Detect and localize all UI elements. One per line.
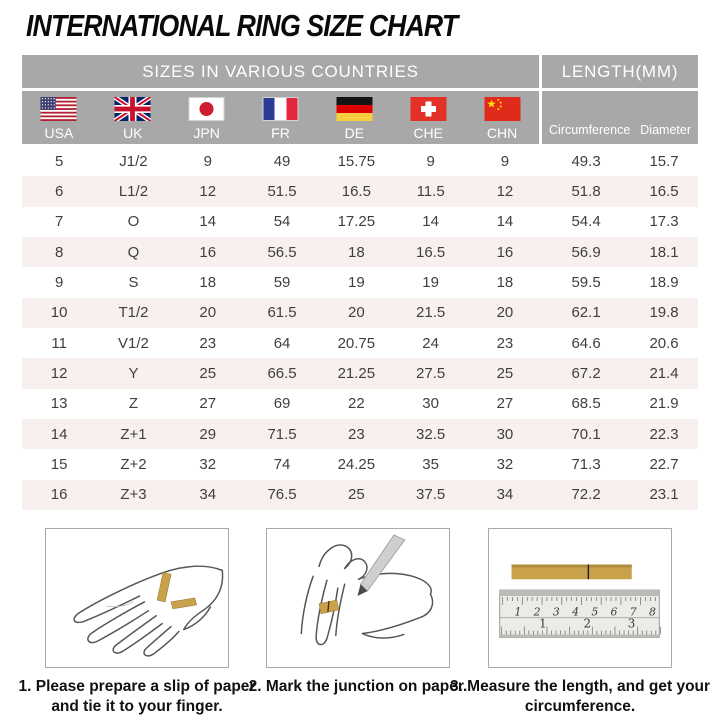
cell-de: 21.25 <box>337 364 376 382</box>
svg-text:6: 6 <box>610 605 618 619</box>
cell-circumference: 71.3 <box>571 455 601 473</box>
cell-circumference: 72.2 <box>571 486 601 504</box>
cell-de: 20.75 <box>337 334 376 352</box>
cell-diameter: 17.3 <box>649 213 679 231</box>
cell-che: 21.5 <box>416 304 446 322</box>
country-header-de <box>317 91 391 144</box>
cell-chn: 18 <box>496 273 514 291</box>
cell-uk: T1/2 <box>118 304 149 322</box>
cell-jpn: 18 <box>199 273 217 291</box>
cell-circumference: 49.3 <box>571 152 601 170</box>
country-label: JPN <box>193 125 220 141</box>
cell-jpn: 20 <box>199 304 217 322</box>
cell-circumference: 51.8 <box>571 182 601 200</box>
cell-che: 11.5 <box>416 182 445 200</box>
france-flag-icon <box>262 97 299 121</box>
svg-text:3: 3 <box>627 616 636 631</box>
uk-flag-icon <box>114 97 151 121</box>
cell-diameter: 18.1 <box>649 243 679 261</box>
china-flag-icon <box>484 97 521 121</box>
cell-diameter: 22.3 <box>649 425 679 443</box>
cell-chn: 20 <box>496 304 514 322</box>
cell-de: 23 <box>347 425 365 443</box>
cell-usa: 9 <box>54 273 64 291</box>
cell-diameter: 15.7 <box>649 152 679 170</box>
cell-jpn: 9 <box>203 152 212 170</box>
cell-che: 27.5 <box>416 364 446 382</box>
cell-de: 25 <box>347 486 365 504</box>
group-header-row <box>22 55 698 88</box>
diameter-header: Diameter <box>640 123 691 137</box>
cell-circumference: 70.1 <box>571 425 601 443</box>
cell-uk: Z <box>128 395 139 413</box>
svg-text:1: 1 <box>539 616 547 631</box>
cell-de: 17.25 <box>337 213 376 231</box>
germany-flag-icon <box>336 97 373 121</box>
table-row <box>22 176 698 206</box>
cell-circumference: 68.5 <box>571 395 601 413</box>
country-header-usa <box>22 91 96 144</box>
switzerland-flag-icon <box>410 97 447 121</box>
cell-che: 24 <box>422 334 439 352</box>
instruction-caption: 1. Please prepare a slip of paper and tie it to your finger. <box>18 678 256 716</box>
cell-fr: 49 <box>273 152 291 170</box>
country-flags-row <box>22 91 539 144</box>
cell-jpn: 29 <box>199 425 217 443</box>
cell-chn: 12 <box>496 182 514 200</box>
usa-flag-icon <box>40 97 77 121</box>
cell-fr: 64 <box>273 334 291 352</box>
cell-diameter: 21.4 <box>649 364 679 382</box>
cell-diameter: 22.7 <box>649 455 679 473</box>
cell-fr: 54 <box>273 213 291 231</box>
cell-usa: 5 <box>54 152 64 170</box>
cell-jpn: 27 <box>199 395 217 413</box>
cell-jpn: 23 <box>199 334 217 352</box>
table-row <box>22 207 698 237</box>
cell-de: 24.25 <box>337 455 376 473</box>
cell-usa: 16 <box>50 486 68 504</box>
cell-fr: 66.5 <box>267 364 297 382</box>
mark-junction-pen-illustration <box>266 528 450 668</box>
table-body <box>22 146 698 510</box>
cell-diameter: 23.1 <box>649 486 679 504</box>
cell-chn: 16 <box>496 243 514 261</box>
hand-with-paper-strip-illustration <box>45 528 229 668</box>
country-label: CHE <box>413 125 443 141</box>
page-title: INTERNATIONAL RING SIZE CHART <box>26 8 458 43</box>
cell-usa: 7 <box>54 213 64 231</box>
country-header-fr <box>244 91 318 144</box>
table-row <box>22 389 698 419</box>
cell-uk: Y <box>128 364 139 382</box>
cell-circumference: 56.9 <box>571 243 601 261</box>
cell-che: 30 <box>422 395 439 413</box>
country-label: UK <box>123 125 143 141</box>
japan-flag-icon <box>188 97 225 121</box>
cell-uk: Z+1 <box>120 425 147 443</box>
cell-che: 14 <box>422 213 439 231</box>
cell-de: 18 <box>347 243 365 261</box>
country-label: CHN <box>486 125 518 141</box>
cell-fr: 51.5 <box>267 182 297 200</box>
cell-usa: 14 <box>50 425 68 443</box>
cell-che: 9 <box>426 152 435 170</box>
cell-uk: S <box>128 273 139 291</box>
instruction-step-1 <box>18 528 256 718</box>
table-row <box>22 480 698 510</box>
cell-che: 19 <box>422 273 439 291</box>
sizes-group-header: SIZES IN VARIOUS COUNTRIES <box>22 55 539 88</box>
cell-uk: J1/2 <box>119 152 148 170</box>
cell-uk: O <box>127 213 140 231</box>
cell-che: 16.5 <box>416 243 446 261</box>
cell-fr: 74 <box>273 455 291 473</box>
cell-chn: 25 <box>496 364 514 382</box>
cell-diameter: 21.9 <box>649 395 679 413</box>
svg-text:2: 2 <box>533 605 541 619</box>
cell-diameter: 19.8 <box>649 304 679 322</box>
table-row <box>22 267 698 297</box>
svg-text:3: 3 <box>552 605 560 619</box>
table-row <box>22 237 698 267</box>
country-header-row <box>22 91 698 144</box>
cell-usa: 13 <box>50 395 68 413</box>
cell-usa: 12 <box>50 364 68 382</box>
table-row <box>22 449 698 479</box>
instruction-caption: 3. Measure the length, and get your circumference. <box>449 678 711 716</box>
cell-de: 19 <box>347 273 365 291</box>
cell-uk: L1/2 <box>118 182 149 200</box>
circumference-header: Circumference <box>549 123 631 137</box>
cell-che: 37.5 <box>416 486 446 504</box>
svg-text:4: 4 <box>572 605 580 619</box>
table-row <box>22 298 698 328</box>
length-subheaders <box>542 91 698 144</box>
svg-text:1: 1 <box>514 605 522 619</box>
country-header-uk <box>96 91 170 144</box>
cell-fr: 59 <box>273 273 291 291</box>
cell-usa: 10 <box>50 304 68 322</box>
country-header-jpn <box>170 91 244 144</box>
cell-jpn: 34 <box>199 486 217 504</box>
cell-de: 16.5 <box>341 182 371 200</box>
svg-text:8: 8 <box>649 605 656 619</box>
cell-chn: 9 <box>500 152 510 170</box>
table-row <box>22 419 698 449</box>
cell-fr: 71.5 <box>267 425 297 443</box>
cell-fr: 61.5 <box>267 304 297 322</box>
cell-chn: 27 <box>496 395 514 413</box>
cell-fr: 69 <box>273 395 291 413</box>
cell-circumference: 67.2 <box>571 364 601 382</box>
cell-fr: 56.5 <box>267 243 297 261</box>
cell-usa: 8 <box>54 243 64 261</box>
cell-chn: 30 <box>496 425 514 443</box>
cell-de: 22 <box>347 395 365 413</box>
cell-diameter: 16.5 <box>649 182 679 200</box>
cell-usa: 15 <box>50 455 68 473</box>
cell-diameter: 20.6 <box>649 334 679 352</box>
cell-de: 15.75 <box>337 152 376 170</box>
cell-uk: Z+2 <box>120 455 147 473</box>
length-group-header: LENGTH(MM) <box>542 55 698 88</box>
cell-che: 32.5 <box>416 425 446 443</box>
cell-usa: 6 <box>54 182 64 200</box>
cell-circumference: 59.5 <box>571 273 601 291</box>
cell-chn: 23 <box>496 334 514 352</box>
cell-diameter: 18.9 <box>649 273 679 291</box>
table-row <box>22 328 698 358</box>
cell-jpn: 14 <box>199 213 217 231</box>
country-label: USA <box>44 125 74 141</box>
cell-circumference: 54.4 <box>571 213 601 231</box>
cell-chn: 14 <box>496 213 514 231</box>
cell-che: 35 <box>422 455 439 473</box>
svg-text:7: 7 <box>629 605 637 619</box>
table-row <box>22 146 698 176</box>
cell-jpn: 25 <box>199 364 217 382</box>
cell-uk: Q <box>127 243 140 261</box>
country-header-che <box>391 91 465 144</box>
ring-size-table <box>22 55 698 510</box>
table-row <box>22 358 698 388</box>
instruction-step-3 <box>449 528 711 718</box>
cell-chn: 34 <box>496 486 514 504</box>
cell-uk: Z+3 <box>120 486 147 504</box>
cell-chn: 32 <box>496 455 514 473</box>
cell-de: 20 <box>347 304 365 322</box>
cell-circumference: 64.6 <box>571 334 601 352</box>
svg-text:5: 5 <box>591 605 599 619</box>
cell-fr: 76.5 <box>267 486 297 504</box>
cell-circumference: 62.1 <box>571 304 601 322</box>
ruler-measurement-illustration <box>488 528 672 668</box>
cell-jpn: 16 <box>199 243 217 261</box>
cell-usa: 11 <box>51 334 67 352</box>
svg-text:2: 2 <box>583 616 591 631</box>
cell-jpn: 32 <box>199 455 217 473</box>
cell-jpn: 12 <box>199 182 217 200</box>
country-label: DE <box>344 125 365 141</box>
cell-uk: V1/2 <box>118 334 149 352</box>
country-label: FR <box>271 125 290 141</box>
instruction-caption: 2. Mark the junction on paper. <box>248 678 468 695</box>
instruction-step-2 <box>248 528 468 697</box>
country-header-chn <box>465 91 539 144</box>
